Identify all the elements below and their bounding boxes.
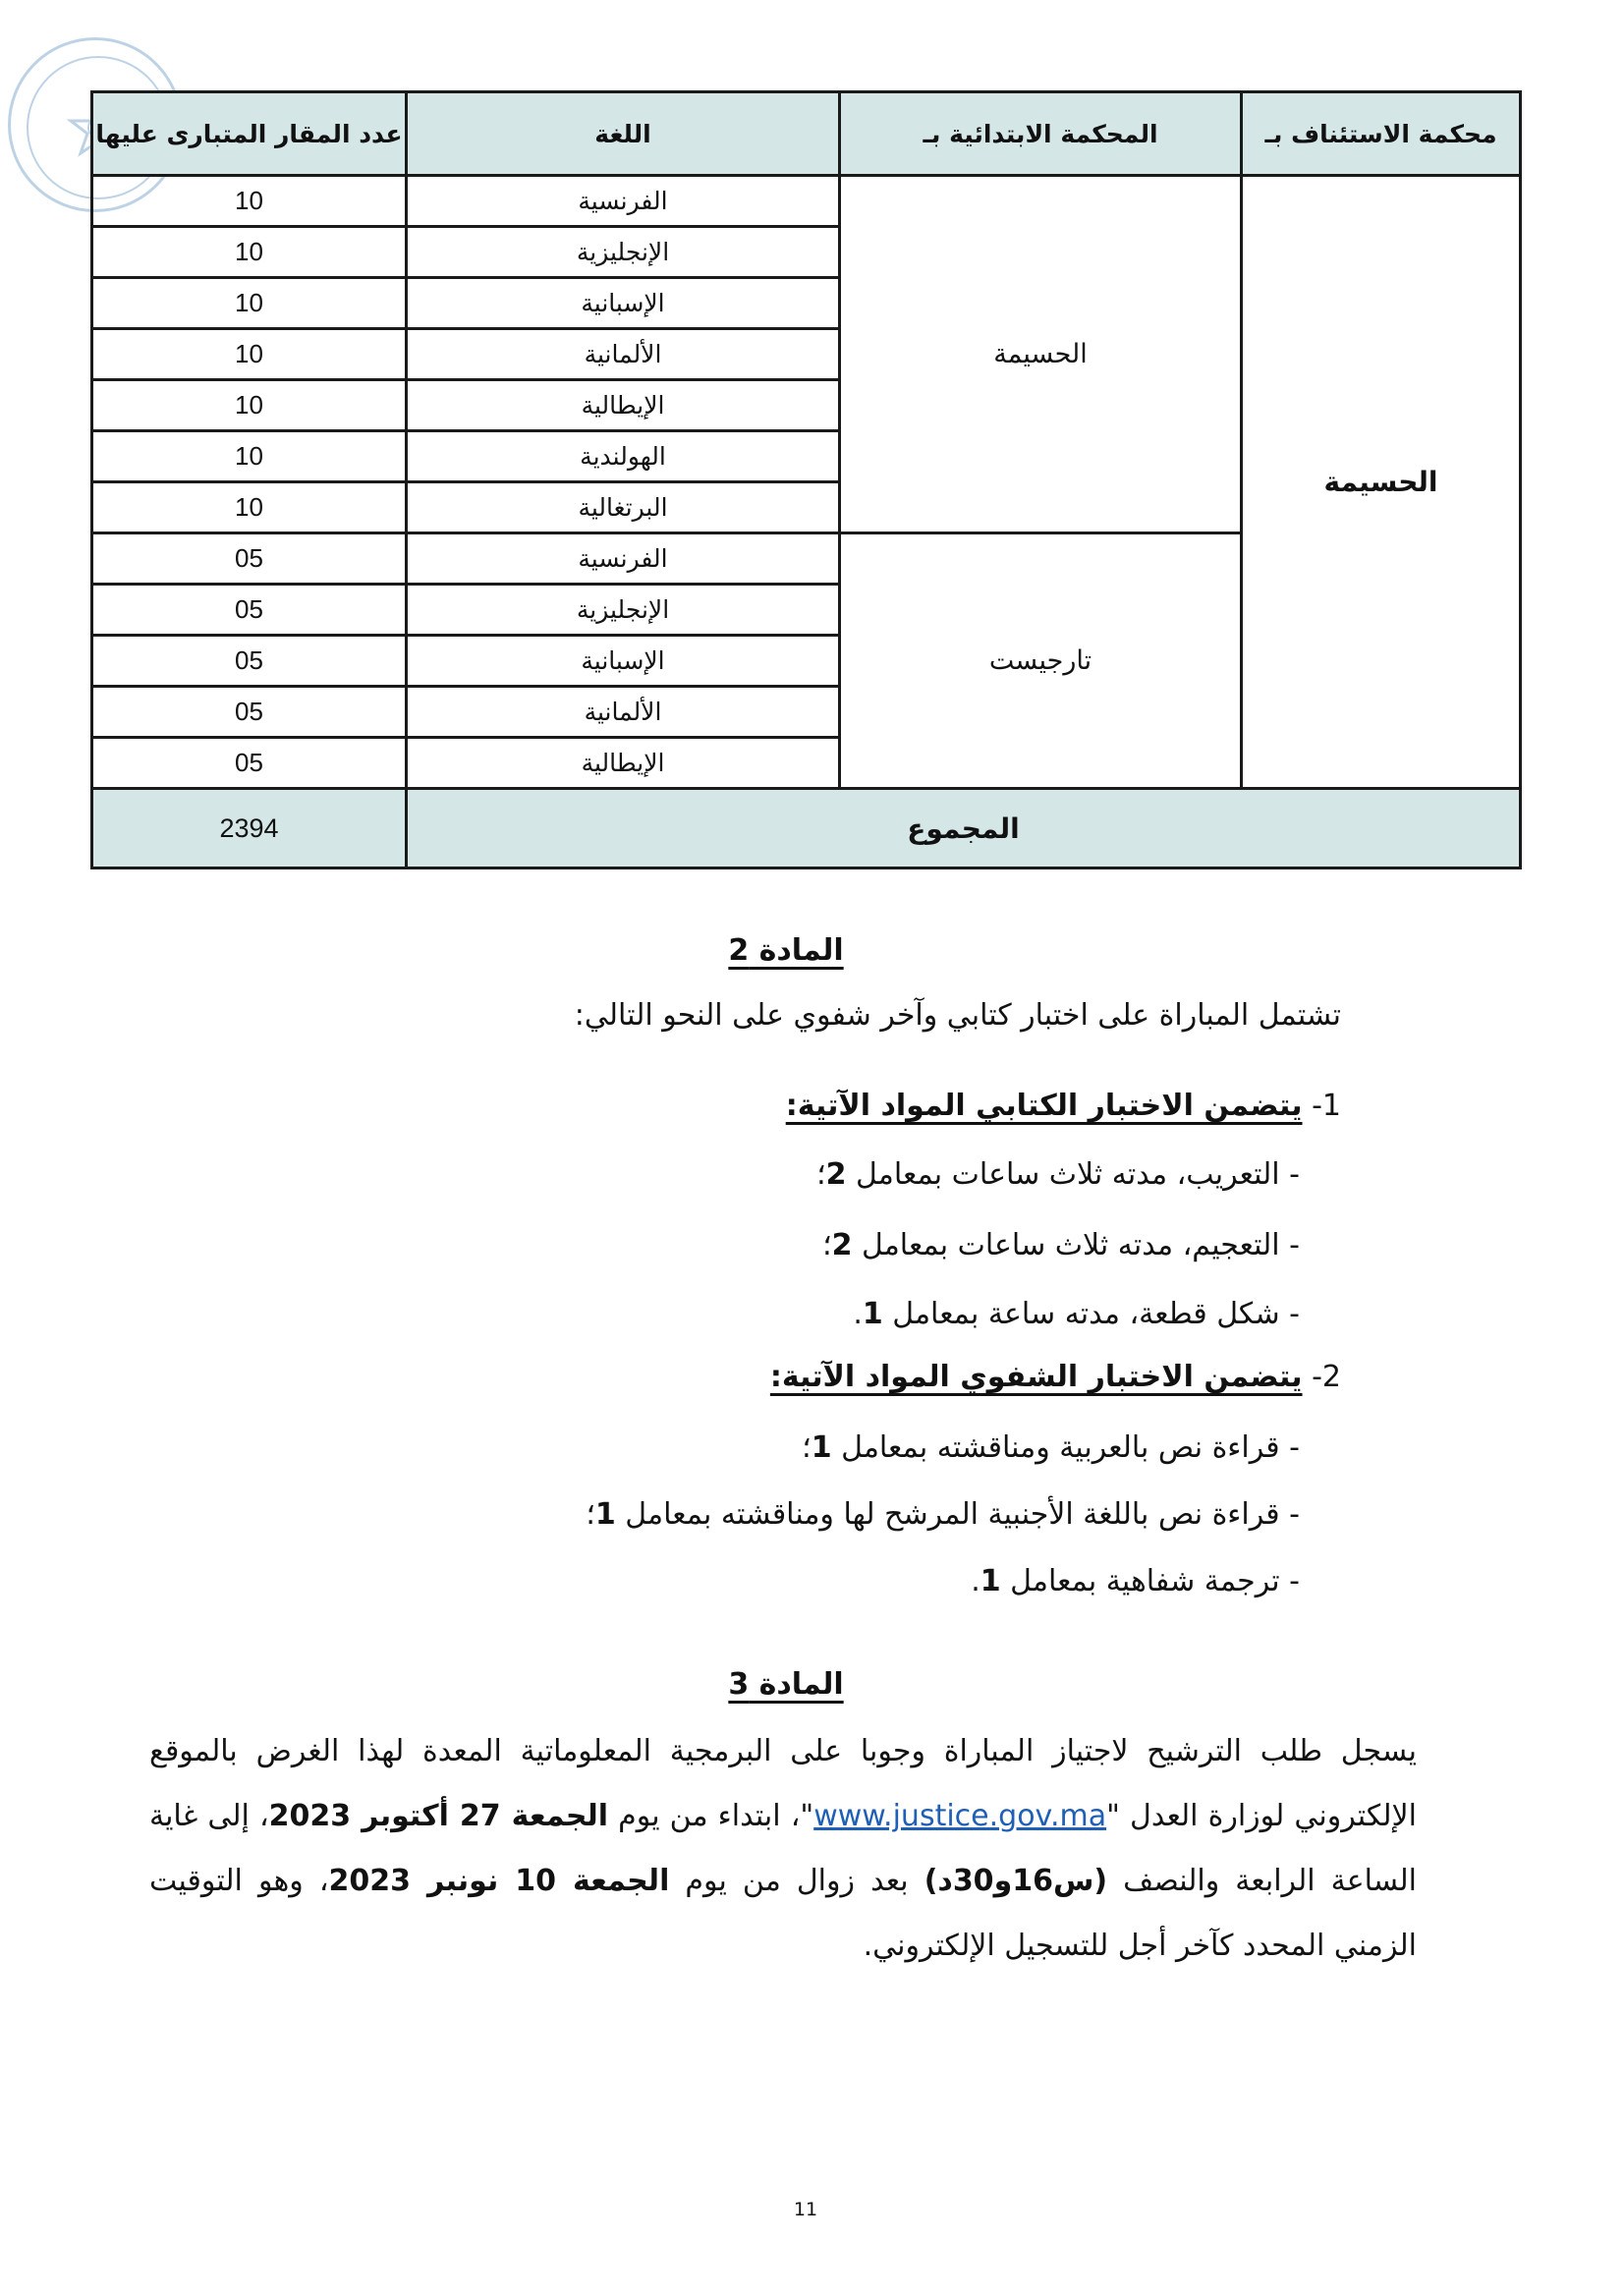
header-seats: عدد المقار المتبارى عليها — [92, 92, 407, 176]
oral-item-text: - قراءة نص باللغة الأجنبية المرشح لها ومناقشته بمعامل — [615, 1497, 1300, 1532]
article-3-text: "، ابتداء من يوم — [608, 1799, 814, 1833]
written-item-end: ؛ — [822, 1228, 832, 1262]
article-2-intro: تشتمل المباراة على اختبار كتابي وآخر شفوي على النحو التالي: — [574, 998, 1341, 1033]
article-3-paragraph — [149, 1719, 1417, 1979]
oral-item-end: . — [971, 1564, 980, 1598]
seats-cell: 10 — [92, 482, 407, 533]
article-3-title: المادة 3 — [728, 1667, 844, 1702]
total-label: المجموع — [407, 789, 1521, 868]
oral-item — [802, 1430, 1300, 1465]
seats-cell: 10 — [92, 227, 407, 278]
page-number: 11 — [793, 2199, 818, 2220]
oral-item-coef: 1 — [594, 1497, 616, 1532]
written-exam-heading — [786, 1089, 1341, 1123]
oral-exam-number: 2- — [1312, 1360, 1341, 1394]
start-date: الجمعة 27 أكتوبر 2023 — [268, 1799, 609, 1833]
oral-item — [971, 1564, 1300, 1598]
oral-item-coef: 1 — [980, 1564, 1001, 1598]
seats-cell: 05 — [92, 636, 407, 687]
language-cell: الهولندية — [407, 431, 840, 482]
written-item-end: . — [853, 1297, 863, 1331]
court-cell: تارجيست — [840, 533, 1242, 789]
table-header-row — [92, 92, 1521, 176]
written-item — [816, 1157, 1300, 1192]
seats-cell: 05 — [92, 687, 407, 738]
language-cell: الإسبانية — [407, 636, 840, 687]
language-cell: الفرنسية — [407, 176, 840, 227]
language-cell: الألمانية — [407, 329, 840, 380]
language-cell: البرتغالية — [407, 482, 840, 533]
seats-cell: 10 — [92, 176, 407, 227]
oral-item-text: - ترجمة شفاهية بمعامل — [1000, 1564, 1300, 1598]
total-row — [92, 789, 1521, 868]
written-item-end: ؛ — [816, 1157, 826, 1192]
written-item-coef: 1 — [862, 1297, 883, 1331]
appeal-court-cell: الحسيمة — [1242, 176, 1521, 789]
article-3-text: يسجل طلب الترشيح لاجتياز المباراة وجوبا على البرمجية المعلوماتية المعدة لهذا الغرض بالموقع الإلكتروني لوزارة العدل " — [149, 1734, 1417, 1833]
seats-cell: 05 — [92, 533, 407, 585]
header-appeal-court: محكمة الاستئناف بـ — [1242, 92, 1521, 176]
written-item — [822, 1228, 1300, 1262]
deadline-time: (س16و30د) — [924, 1864, 1108, 1898]
court-cell: الحسيمة — [840, 176, 1242, 533]
written-item-coef: 2 — [831, 1228, 853, 1262]
oral-exam-heading — [770, 1360, 1341, 1394]
language-cell: الإنجليزية — [407, 585, 840, 636]
article-3-text: ، إلى غاية الساعة الرابعة والنصف — [149, 1799, 1417, 1898]
oral-exam-title: يتضمن الاختبار الشفوي المواد الآتية: — [769, 1360, 1303, 1394]
written-item-text: - شكل قطعة، مدته ساعة بمعامل — [882, 1297, 1300, 1331]
seats-cell: 10 — [92, 431, 407, 482]
oral-item-end: ؛ — [802, 1430, 812, 1465]
article-3-text: ، وهو التوقيت الزمني المحدد كآخر أجل للتسجيل الإلكتروني. — [149, 1864, 1417, 1963]
end-date: الجمعة 10 نونبر 2023 — [328, 1864, 670, 1898]
written-exam-title: يتضمن الاختبار الكتابي المواد الآتية: — [785, 1089, 1303, 1123]
seats-cell: 10 — [92, 329, 407, 380]
language-cell: الإيطالية — [407, 380, 840, 431]
oral-item-text: - قراءة نص بالعربية ومناقشته بمعامل — [831, 1430, 1300, 1465]
table-row — [92, 176, 1521, 227]
seats-cell: 05 — [92, 585, 407, 636]
seats-table — [90, 90, 1522, 869]
total-value: 2394 — [92, 789, 407, 868]
oral-item-end: ؛ — [586, 1497, 595, 1532]
language-cell: الإسبانية — [407, 278, 840, 329]
written-item-text: - التعجيم، مدته ثلاث ساعات بمعامل — [852, 1228, 1300, 1262]
oral-item-coef: 1 — [811, 1430, 832, 1465]
language-cell: الإيطالية — [407, 738, 840, 789]
seats-cell: 10 — [92, 380, 407, 431]
written-item — [853, 1297, 1300, 1331]
language-cell: الفرنسية — [407, 533, 840, 585]
header-first-instance-court: المحكمة الابتدائية بـ — [840, 92, 1242, 176]
written-exam-number: 1- — [1312, 1089, 1341, 1123]
language-cell: الإنجليزية — [407, 227, 840, 278]
article-2-title: المادة 2 — [728, 933, 844, 968]
article-3-text: بعد زوال من يوم — [669, 1864, 924, 1898]
written-item-coef: 2 — [825, 1157, 847, 1192]
header-language: اللغة — [407, 92, 840, 176]
language-cell: الألمانية — [407, 687, 840, 738]
justice-website-link[interactable]: www.justice.gov.ma — [813, 1799, 1107, 1833]
seats-cell: 05 — [92, 738, 407, 789]
written-item-text: - التعريب، مدته ثلاث ساعات بمعامل — [846, 1157, 1300, 1192]
oral-item — [586, 1497, 1300, 1532]
seats-cell: 10 — [92, 278, 407, 329]
